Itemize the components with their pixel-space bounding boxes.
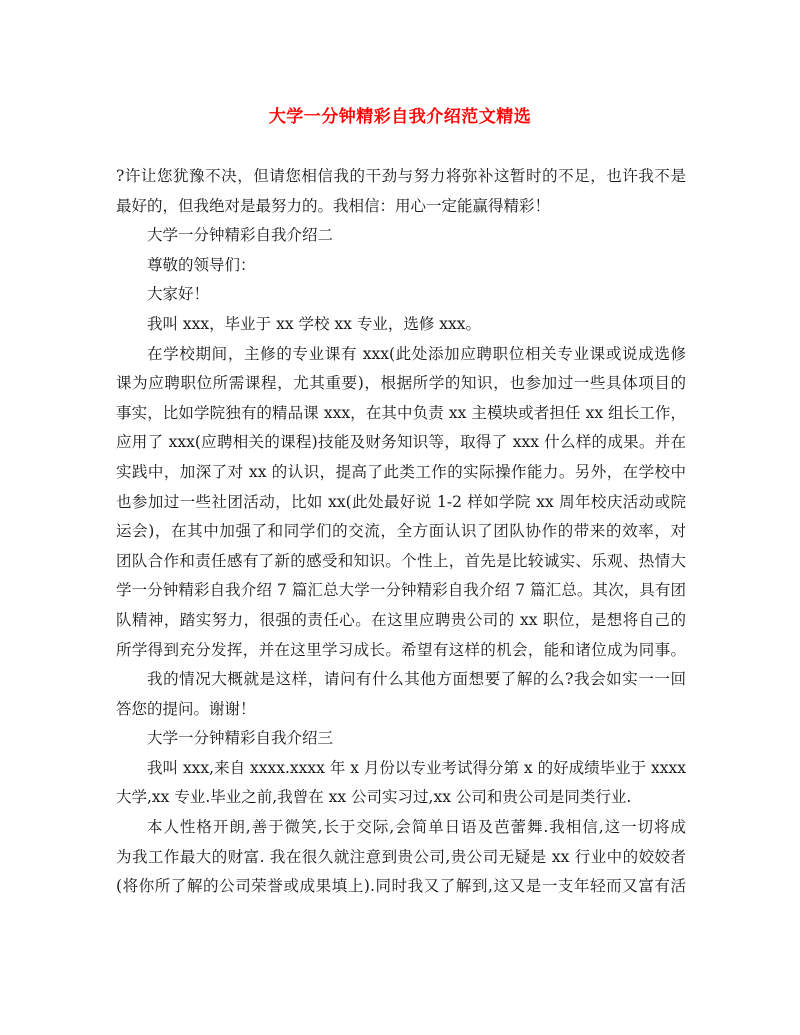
text-line: 队精神，踏实努力，很强的责任心。在这里应聘贵公司的 xx 职位，是想将自己的: [116, 610, 686, 629]
text-line: 最好的，但我绝对是最努力的。我相信：用心一定能赢得精彩！: [116, 196, 551, 215]
text-line: 大学,xx 专业.毕业之前,我曾在 xx 公司实习过,xx 公司和贵公司是同类行业.: [116, 788, 632, 807]
section-heading: 大学一分钟精彩自我介绍二: [147, 226, 334, 245]
text-line: 为我工作最大的财富. 我在很久就注意到贵公司,贵公司无疑是 xx 行业中的姣姣者: [116, 847, 686, 866]
text-line: (将你所了解的公司荣誉或成果填上).同时我又了解到,这又是一支年轻而又富有活: [116, 877, 686, 896]
text-line: 实践中，加深了对 xx 的认识，提高了此类工作的实际操作能力。另外，在学校中: [116, 462, 686, 481]
text-line: 我的情况大概就是这样，请问有什么其他方面想要了解的么?我会如实一一回: [147, 670, 686, 689]
text-line: 本人性格开朗,善于微笑,长于交际,会简单日语及芭蕾舞.我相信,这一切将成: [147, 818, 686, 837]
text-line: 也参加过一些社团活动，比如 xx(此处最好说 1-2 样如学院 xx 周年校庆活动或院: [116, 492, 686, 511]
text-line: 应用了 xxx(应聘相关的课程)技能及财务知识等，取得了 xxx 什么样的成果。并在: [116, 433, 686, 452]
section-heading: 大学一分钟精彩自我介绍三: [147, 729, 334, 748]
document-body: [116, 162, 686, 902]
text-line: 我叫 xxx，毕业于 xx 学校 xx 专业，选修 xxx。: [147, 314, 481, 333]
text-line: 课为应聘职位所需课程，尤其重要)，根据所学的知识，也参加过一些具体项目的: [116, 374, 686, 393]
text-line: 答您的提问。谢谢！: [116, 699, 256, 718]
text-line: 我叫 xxx,来自 xxxx.xxxx 年 x 月份以专业考试得分第 x 的好成绩毕业于 xxxx: [147, 758, 686, 777]
greeting: 大家好！: [147, 285, 210, 304]
text-line: 在学校期间，主修的专业课有 xxx(此处添加应聘职位相关专业课或说成选修: [147, 344, 686, 363]
text-line: 运会)，在其中加强了和同学们的交流，全方面认识了团队协作的带来的效率，对: [116, 522, 686, 541]
text-line: ?许让您犹豫不决，但请您相信我的干劲与努力将弥补这暂时的不足，也许我不是: [116, 167, 686, 185]
document-title: 大学一分钟精彩自我介绍范文精选: [268, 107, 532, 127]
text-line: 学一分钟精彩自我介绍 7 篇汇总大学一分钟精彩自我介绍 7 篇汇总。其次，具有团: [116, 581, 686, 600]
text-line: 所学得到充分发挥，并在这里学习成长。希望有这样的机会，能和诸位成为同事。: [116, 640, 686, 659]
text-line: 事实，比如学院独有的精品课 xxx，在其中负责 xx 主模块或者担任 xx 组长工作，: [116, 403, 686, 422]
salutation: 尊敬的领导们：: [147, 255, 256, 274]
text-line: 团队合作和责任感有了新的感受和知识。个性上，首先是比较诚实、乐观、热情大: [116, 551, 686, 570]
